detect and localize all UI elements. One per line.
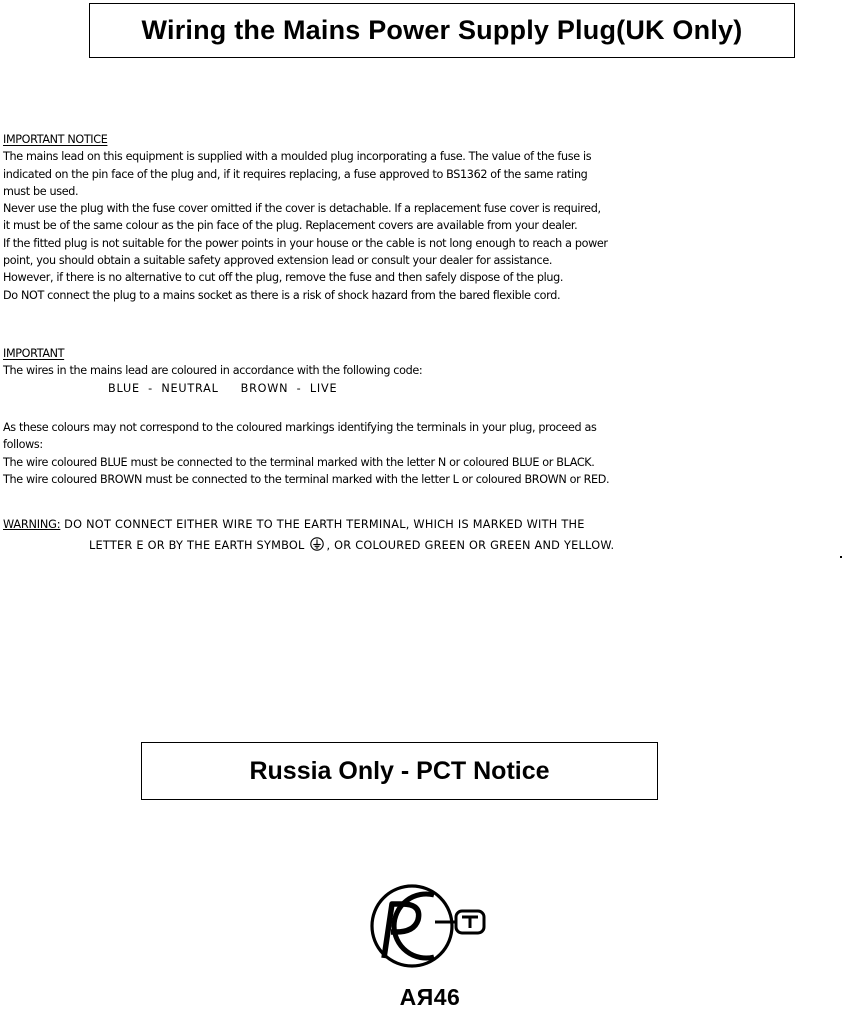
russia-title-box (141, 742, 658, 800)
important-section (3, 345, 803, 397)
warning-line-1 (3, 514, 793, 535)
notice-line: If the fitted plug is not suitable for the power points in your house or the cable is not long enough to reach a power (3, 236, 608, 250)
notice-line: must be used. (3, 184, 79, 198)
warning-block (3, 514, 793, 556)
stray-dot (840, 556, 842, 558)
russia-title: Russia Only - PCT Notice (249, 756, 550, 785)
notice-line: indicated on the pin face of the plug and, if it requires replacing, a fuse approved to BS1362 of the same rating (3, 167, 588, 181)
important-notice-section (3, 131, 803, 304)
notice-line: Never use the plug with the fuse cover omitted if the cover is detachable. If a replacement fuse cover is required, (3, 202, 601, 216)
warning-label: WARNING: (3, 518, 61, 531)
notice-line: Do NOT connect the plug to a mains socket as there is a risk of shock hazard from the bared flexible cord. (3, 288, 561, 302)
notice-line: it must be of the same colour as the pin face of the plug. Replacement covers are available from your dealer. (3, 219, 578, 233)
code-brown: BROWN - LIVE (240, 381, 338, 395)
pct-cert-code: AЯ46 (399, 984, 461, 1010)
notice-line: However, if there is no alternative to cut off the plug, remove the fuse and then safely dispose of the plug. (3, 271, 564, 285)
warning-text-2a: LETTER E OR BY THE EARTH SYMBOL (89, 539, 305, 552)
uk-title: Wiring the Mains Power Supply Plug(UK Only) (141, 15, 743, 45)
colours-section (3, 419, 803, 488)
colour-code-line (3, 380, 803, 397)
notice-line: point, you should obtain a suitable safety approved extension lead or consult your dealer for assistance. (3, 254, 553, 268)
important-intro: The wires in the mains lead are coloured in accordance with the following code: (3, 364, 423, 378)
warning-text-2b: , OR COLOURED GREEN OR GREEN AND YELLOW. (326, 539, 615, 552)
warning-text-1: DO NOT CONNECT EITHER WIRE TO THE EARTH TERMINAL, WHICH IS MARKED WITH THE (64, 518, 585, 531)
warning-line-2 (3, 535, 793, 556)
colours-line: The wire coloured BROWN must be connected to the terminal marked with the letter L or coloured BROWN or RED. (3, 472, 610, 486)
colours-line: As these colours may not correspond to the coloured markings identifying the terminals in your plug, proceed as (3, 421, 597, 434)
colours-line: follows: (3, 438, 43, 452)
colours-line: The wire coloured BLUE must be connected to the terminal marked with the letter N or coloured BLUE or BLACK. (3, 455, 595, 469)
important-notice-heading: IMPORTANT NOTICE (3, 133, 108, 146)
earth-symbol-icon (310, 537, 324, 551)
pct-certification-mark-icon (360, 880, 500, 970)
uk-title-box (89, 3, 795, 58)
code-blue: BLUE - NEUTRAL (108, 381, 219, 395)
notice-line: The mains lead on this equipment is supplied with a moulded plug incorporating a fuse. The value of the fuse is (3, 150, 592, 164)
important-heading: IMPORTANT (3, 347, 65, 360)
